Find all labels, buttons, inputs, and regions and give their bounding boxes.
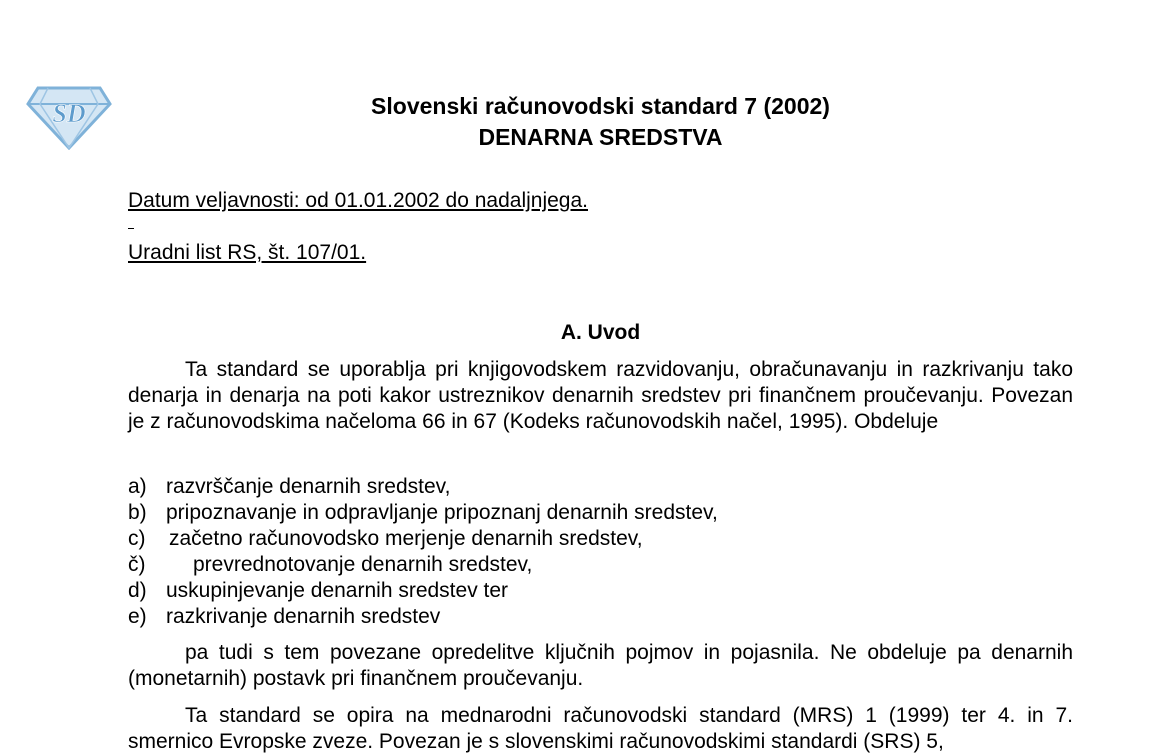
logo-lettering: SD [52,99,86,128]
list-item [128,604,718,630]
basis-paragraph: Ta standard se opira na mednarodni računovodski standard (MRS) 1 (1999) ter 4. in 7. smernico Evropske zveze. Povezan je s slovenskimi računovodskimi standardi (SRS) 5, [128,704,1073,753]
list-item [128,552,718,578]
list-item-text: prevrednotovanje denarnih sredstev, [193,553,533,576]
list-item-label: e) [128,605,147,628]
validity-date: Datum veljavnosti: od 01.01.2002 do nadaljnjega. [128,189,588,212]
list-item-label: c) [128,527,146,550]
intro-paragraph: Ta standard se uporablja pri knjigovodskem razvidovanju, obračunavanju in razkrivanju tako denarja in denarja na poti kakor ustreznikov denarnih sredstev pri finančnem proučevanju. Povezan je z računovodskima načeloma 66 in 67 (Kodeks računovodskih načel, 1995). Obdeluje [128,358,1073,433]
list-item-label: a) [128,475,147,498]
list-item-text: razvrščanje denarnih sredstev, [166,475,451,498]
list-item [128,500,718,526]
scope-list [128,474,718,630]
underline-mark [128,228,134,229]
list-item-label: č) [128,553,146,576]
list-item-text: začetno računovodsko merjenje denarnih sredstev, [169,527,643,550]
section-heading: A. Uvod [560,321,641,344]
list-item [128,578,718,604]
document-subtitle: DENARNA SREDSTVA [478,124,723,150]
list-item [128,526,718,552]
list-item-label: b) [128,501,147,524]
list-item-text: uskupinjevanje denarnih sredstev ter [166,579,509,602]
scope-followup-paragraph: pa tudi s tem povezane opredelitve ključnih pojmov in pojasnila. Ne obdeluje pa denarnih (monetarnih) postavk pri finančnem proučevanju. [128,641,1073,690]
list-item [128,474,718,500]
list-item-text: razkrivanje denarnih sredstev [166,605,441,628]
list-item-text: pripoznavanje in odpravljanje pripoznanj denarnih sredstev, [166,501,718,524]
document-title: Slovenski računovodski standard 7 (2002) [371,93,830,119]
list-item-label: d) [128,579,147,602]
official-gazette-ref: Uradni list RS, št. 107/01. [128,241,367,264]
sd-logo-icon [26,78,112,150]
